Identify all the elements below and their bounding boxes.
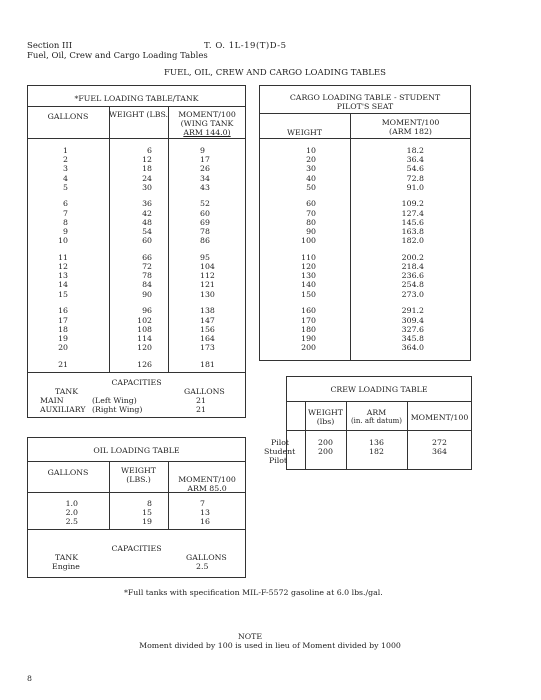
table-cell: 6 (147, 146, 152, 155)
table-cell: 163.8 (401, 227, 424, 236)
table-cell: 236.6 (401, 271, 424, 281)
table-cell: 9 (63, 227, 68, 236)
table-cell: 114 (137, 333, 152, 343)
crew-col-arm-line2: (in. aft datum) (350, 417, 403, 425)
fuel-moment-column (200, 146, 230, 369)
table-cell: 86 (200, 236, 210, 246)
table-cell: 78 (142, 271, 152, 281)
table-cell: 16 (58, 306, 68, 316)
tank-main-location: (Left Wing) (92, 396, 137, 405)
table-cell: 200 (301, 343, 316, 353)
table-cell: 16 (200, 517, 210, 527)
divider (27, 461, 246, 462)
cargo-table-title-line1: CARGO LOADING TABLE - STUDENT (289, 93, 441, 102)
table-cell: 52 (200, 199, 210, 209)
table-cell: 156 (200, 324, 215, 334)
table-cell: 60 (142, 236, 152, 246)
table-cell: 10 (58, 236, 68, 246)
oil-tank-gallons: 2.5 (196, 562, 209, 571)
table-cell: 50 (306, 182, 316, 192)
table-cell: 18.2 (406, 146, 424, 155)
divider (27, 106, 246, 107)
tank-aux-location: (Right Wing) (92, 405, 143, 414)
table-cell: 36.4 (406, 155, 424, 165)
table-cell: 42 (142, 208, 152, 218)
crew-student-weight: 200 (318, 447, 333, 456)
divider (27, 492, 246, 493)
table-cell: 120 (137, 343, 152, 353)
table-cell: 327.6 (401, 324, 424, 334)
table-cell: 60 (306, 199, 316, 209)
table-cell: 10 (306, 146, 316, 155)
note-title: NOTE (237, 632, 263, 641)
crew-table-title: CREW LOADING TABLE (330, 385, 428, 394)
table-cell: 7 (200, 499, 205, 508)
oil-tank-label: Engine (52, 562, 80, 571)
crew-col-weight-line2: (lbs) (316, 417, 335, 426)
table-cell: 13 (58, 271, 68, 281)
oil-col-gallons: GALLONS (47, 468, 89, 477)
table-cell: 20 (306, 155, 316, 165)
table-cell: 26 (200, 164, 210, 174)
table-cell: 66 (142, 252, 152, 262)
table-cell: 121 (200, 280, 215, 290)
table-cell: 91.0 (406, 182, 424, 192)
fuel-col-moment-line1: MOMENT/100 (178, 110, 236, 119)
tank-main-label: MAIN (40, 396, 64, 405)
cargo-col-moment-line1: MOMENT/100 (381, 118, 440, 127)
table-cell: 60 (200, 208, 210, 218)
table-cell: 164 (200, 333, 215, 343)
table-cell: 309.4 (401, 315, 424, 325)
crew-col-moment: MOMENT/100 (410, 413, 469, 422)
table-cell: 291.2 (401, 306, 424, 316)
crew-pilot-arm: 136 (369, 438, 384, 447)
table-cell: 104 (200, 262, 215, 272)
table-cell: 190 (301, 333, 316, 343)
fuel-capacities-title: CAPACITIES (111, 378, 162, 387)
table-cell: 170 (301, 315, 316, 325)
table-cell: 36 (142, 199, 152, 209)
table-cell: 160 (301, 306, 316, 316)
table-cell: 78 (200, 227, 210, 236)
table-cell: 2 (63, 155, 68, 165)
divider (27, 138, 246, 139)
table-cell: 17 (200, 155, 210, 165)
fuel-capacities-col-tank: TANK (55, 387, 79, 396)
fuel-weight-column (120, 146, 152, 369)
table-cell: 11 (58, 252, 68, 262)
table-cell: 18 (58, 324, 68, 334)
table-cell: 34 (200, 173, 210, 183)
fuel-col-moment-line3: ARM 144.0) (183, 128, 231, 137)
table-cell: 173 (200, 343, 215, 353)
cargo-col-weight: WEIGHT (286, 128, 322, 137)
tank-main-gallons: 21 (196, 396, 206, 405)
table-cell: 273.0 (401, 289, 424, 299)
table-cell: 90 (306, 227, 316, 236)
table-cell: 18 (142, 164, 152, 174)
table-cell: 130 (200, 289, 215, 299)
crew-row-pilot-label: Pilot (271, 438, 290, 447)
table-cell: 21 (58, 359, 68, 369)
table-cell: 96 (142, 306, 152, 316)
divider (350, 113, 351, 361)
table-cell: 145.6 (401, 217, 424, 227)
table-cell: 8 (147, 499, 152, 508)
oil-capacities-col-gallons: GALLONS (186, 553, 227, 562)
table-cell: 48 (142, 217, 152, 227)
table-cell: 138 (200, 306, 215, 316)
oil-capacities-title: CAPACITIES (111, 544, 162, 553)
table-cell: 109.2 (401, 199, 424, 209)
table-cell: 20 (58, 343, 68, 353)
divider (27, 529, 246, 530)
crew-pilot-weight: 200 (318, 438, 333, 447)
crew-row-student-label: Student (264, 447, 296, 456)
table-cell: 182.0 (401, 236, 424, 246)
crew-student-arm: 182 (369, 447, 384, 456)
table-cell: 127.4 (401, 208, 424, 218)
table-cell: 2.5 (65, 517, 78, 527)
cargo-weight-column (294, 146, 316, 352)
table-cell: 15 (142, 508, 152, 518)
table-cell: 150 (301, 289, 316, 299)
fuel-capacities-col-gallons: GALLONS (184, 387, 225, 396)
fuel-col-weight: WEIGHT (LBS. (109, 110, 168, 119)
table-cell: 72.8 (406, 173, 424, 183)
divider (259, 113, 471, 114)
divider (109, 106, 110, 372)
table-cell: 15 (58, 289, 68, 299)
table-cell: 126 (137, 359, 152, 369)
section-subtitle: Fuel, Oil, Crew and Cargo Loading Tables (27, 51, 208, 61)
table-cell: 17 (58, 315, 68, 325)
table-cell: 5 (63, 182, 68, 192)
oil-gallons-column (50, 499, 78, 527)
oil-col-weight-line1: WEIGHT (120, 466, 156, 475)
table-cell: 14 (58, 280, 68, 290)
table-cell: 218.4 (401, 262, 424, 272)
table-cell: 110 (301, 252, 316, 262)
table-cell: 40 (306, 173, 316, 183)
table-cell: 112 (200, 271, 215, 281)
table-cell: 70 (306, 208, 316, 218)
table-cell: 30 (142, 182, 152, 192)
fuel-col-gallons: GALLONS (47, 112, 89, 121)
section-label: Section III (27, 41, 73, 51)
table-cell: 181 (200, 359, 215, 369)
table-cell: 6 (63, 199, 68, 209)
table-cell: 84 (142, 280, 152, 290)
table-cell: 364.0 (401, 343, 424, 353)
table-cell: 54.6 (406, 164, 424, 174)
oil-table-title: OIL LOADING TABLE (93, 446, 180, 455)
divider (407, 401, 408, 470)
divider (168, 461, 169, 529)
table-cell: 7 (63, 208, 68, 218)
table-cell: 200.2 (401, 252, 424, 262)
divider (259, 138, 471, 139)
table-cell: 95 (200, 252, 210, 262)
oil-col-moment-line1: MOMENT/100 (178, 475, 236, 484)
table-cell: 12 (58, 262, 68, 272)
table-cell: 9 (200, 146, 205, 155)
note-text: Moment divided by 100 is used in lieu of Moment divided by 1000 (139, 641, 401, 650)
footnote: *Full tanks with specification MIL-F-5572 gasoline at 6.0 lbs./gal. (124, 588, 383, 597)
table-cell: 140 (301, 280, 316, 290)
tank-aux-label: AUXILIARY (40, 405, 86, 414)
table-cell: 19 (58, 333, 68, 343)
table-cell: 2.0 (65, 508, 78, 518)
table-cell: 1 (63, 146, 68, 155)
table-cell: 345.8 (401, 333, 424, 343)
table-cell: 72 (142, 262, 152, 272)
oil-weight-column (124, 499, 152, 527)
table-cell: 130 (301, 271, 316, 281)
table-cell: 24 (142, 173, 152, 183)
doc-number: T. O. 1L-19(T)D-5 (204, 41, 287, 51)
crew-col-weight-line1: WEIGHT (307, 408, 343, 417)
page-number: 8 (27, 674, 32, 683)
fuel-gallons-column (40, 146, 68, 369)
oil-moment-column (200, 499, 228, 527)
table-cell: 8 (63, 217, 68, 227)
table-cell: 19 (142, 517, 152, 527)
table-cell: 4 (63, 173, 68, 183)
cargo-moment-column (396, 146, 424, 352)
crew-pilot-moment: 272 (432, 438, 447, 447)
cargo-col-moment-line2: (ARM 182) (389, 127, 432, 136)
table-cell: 102 (137, 315, 152, 325)
table-cell: 254.8 (401, 280, 424, 290)
table-cell: 147 (200, 315, 215, 325)
fuel-col-moment-line2: (WING TANK (180, 119, 234, 128)
table-cell: 43 (200, 182, 210, 192)
crew-student-moment: 364 (432, 447, 447, 456)
table-cell: 13 (200, 508, 210, 518)
table-cell: 108 (137, 324, 152, 334)
crew-row-student-label-2: Pilot (269, 456, 288, 465)
table-cell: 120 (301, 262, 316, 272)
page-title: FUEL, OIL, CREW AND CARGO LOADING TABLES (164, 68, 386, 78)
cargo-table-title-line2: PILOT'S SEAT (336, 102, 394, 111)
table-cell: 69 (200, 217, 210, 227)
table-cell: 100 (301, 236, 316, 246)
divider (286, 430, 472, 431)
table-cell: 180 (301, 324, 316, 334)
divider (27, 372, 246, 373)
tank-aux-gallons: 21 (196, 405, 206, 414)
table-cell: 30 (306, 164, 316, 174)
table-cell: 54 (142, 227, 152, 236)
oil-col-weight-line2: (LBS.) (126, 475, 151, 484)
table-cell: 90 (142, 289, 152, 299)
table-cell: 80 (306, 217, 316, 227)
table-cell: 3 (63, 164, 68, 174)
table-cell: 1.0 (65, 499, 78, 508)
table-cell: 12 (142, 155, 152, 165)
oil-capacities-col-tank: TANK (55, 553, 79, 562)
divider (168, 106, 169, 372)
divider (286, 401, 472, 402)
fuel-table-title: *FUEL LOADING TABLE/TANK (74, 94, 199, 103)
crew-col-arm-line1: ARM (366, 408, 387, 417)
oil-col-moment-line2: ARM 85.0 (187, 484, 227, 493)
